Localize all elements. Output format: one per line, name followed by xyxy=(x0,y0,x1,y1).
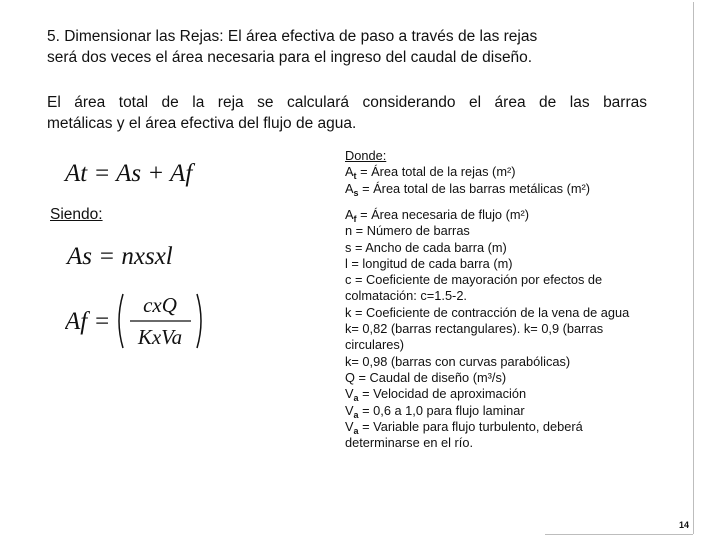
equation-af-numerator: cxQ xyxy=(143,293,177,317)
def-c-line-1: c = Coeficiente de mayoración por efectos de xyxy=(345,272,603,288)
def-l: l = longitud de cada barra (m) xyxy=(345,255,513,271)
siendo-label: Siendo: xyxy=(50,206,103,223)
def-c-line-2: colmatación: c=1.5-2. xyxy=(345,288,467,304)
heading-paragraph xyxy=(47,26,647,68)
equation-as: As = nxsxl xyxy=(67,243,173,270)
equation-at: At = As + Af xyxy=(65,160,193,187)
heading-line-1: 5. Dimensionar las Rejas: El área efectiva de paso a través de las rejas xyxy=(47,28,538,45)
donde-label: Donde: xyxy=(345,148,387,163)
def-va-line-3: $V_a$ = Variable para flujo turbulento, deberá xyxy=(345,418,583,436)
def-va-line-1: $V_a$ = Velocidad de aproximación xyxy=(345,386,527,404)
def-at: $A_t$ = Área total de la rejas (m²) xyxy=(345,164,516,182)
def-n: n = Número de barras xyxy=(345,223,470,239)
area-total-line-1: El área total de la reja se calculará considerando el área de las barras xyxy=(47,94,647,111)
def-s: s = Ancho de cada barra (m) xyxy=(345,239,507,255)
def-k-line-1: k = Coeficiente de contracción de la vena de agua xyxy=(345,304,630,320)
left-paren xyxy=(119,294,123,348)
def-k-line-4: k= 0,98 (barras con curvas parabólicas) xyxy=(345,353,571,369)
def-va-line-4: determinarse en el río. xyxy=(345,435,474,451)
heading-line-2: será dos veces el área necesaria para el ingreso del caudal de diseño. xyxy=(47,49,533,66)
right-paren xyxy=(197,294,201,348)
area-total-line-2: metálicas y el área efectiva del flujo de agua. xyxy=(47,115,357,132)
definitions-top xyxy=(345,148,685,197)
def-af: $A_f$ = Área necesaria de flujo (m²) xyxy=(345,207,530,224)
def-q: Q = Caudal de diseño (m³/s) xyxy=(345,369,507,385)
frame-vertical-rule xyxy=(693,2,694,534)
equation-af-lhs: Af = xyxy=(65,308,111,335)
frame-horizontal-rule xyxy=(545,534,693,535)
def-va-line-2: $V_a = 0,6$ a 1,0 para flujo laminar xyxy=(345,402,525,420)
equation-af xyxy=(65,286,205,356)
equation-af-denominator: KxVa xyxy=(137,325,183,349)
def-k-line-3: circulares) xyxy=(345,337,405,353)
area-total-paragraph xyxy=(47,92,647,134)
def-k-line-2: k= 0,82 (barras rectangulares). k= 0,9 (barras xyxy=(345,321,604,337)
def-as: $A_s$ = Área total de las barras metálicas (m²) xyxy=(345,180,591,198)
definitions-bottom xyxy=(345,207,685,451)
page-number: 14 xyxy=(678,520,689,530)
